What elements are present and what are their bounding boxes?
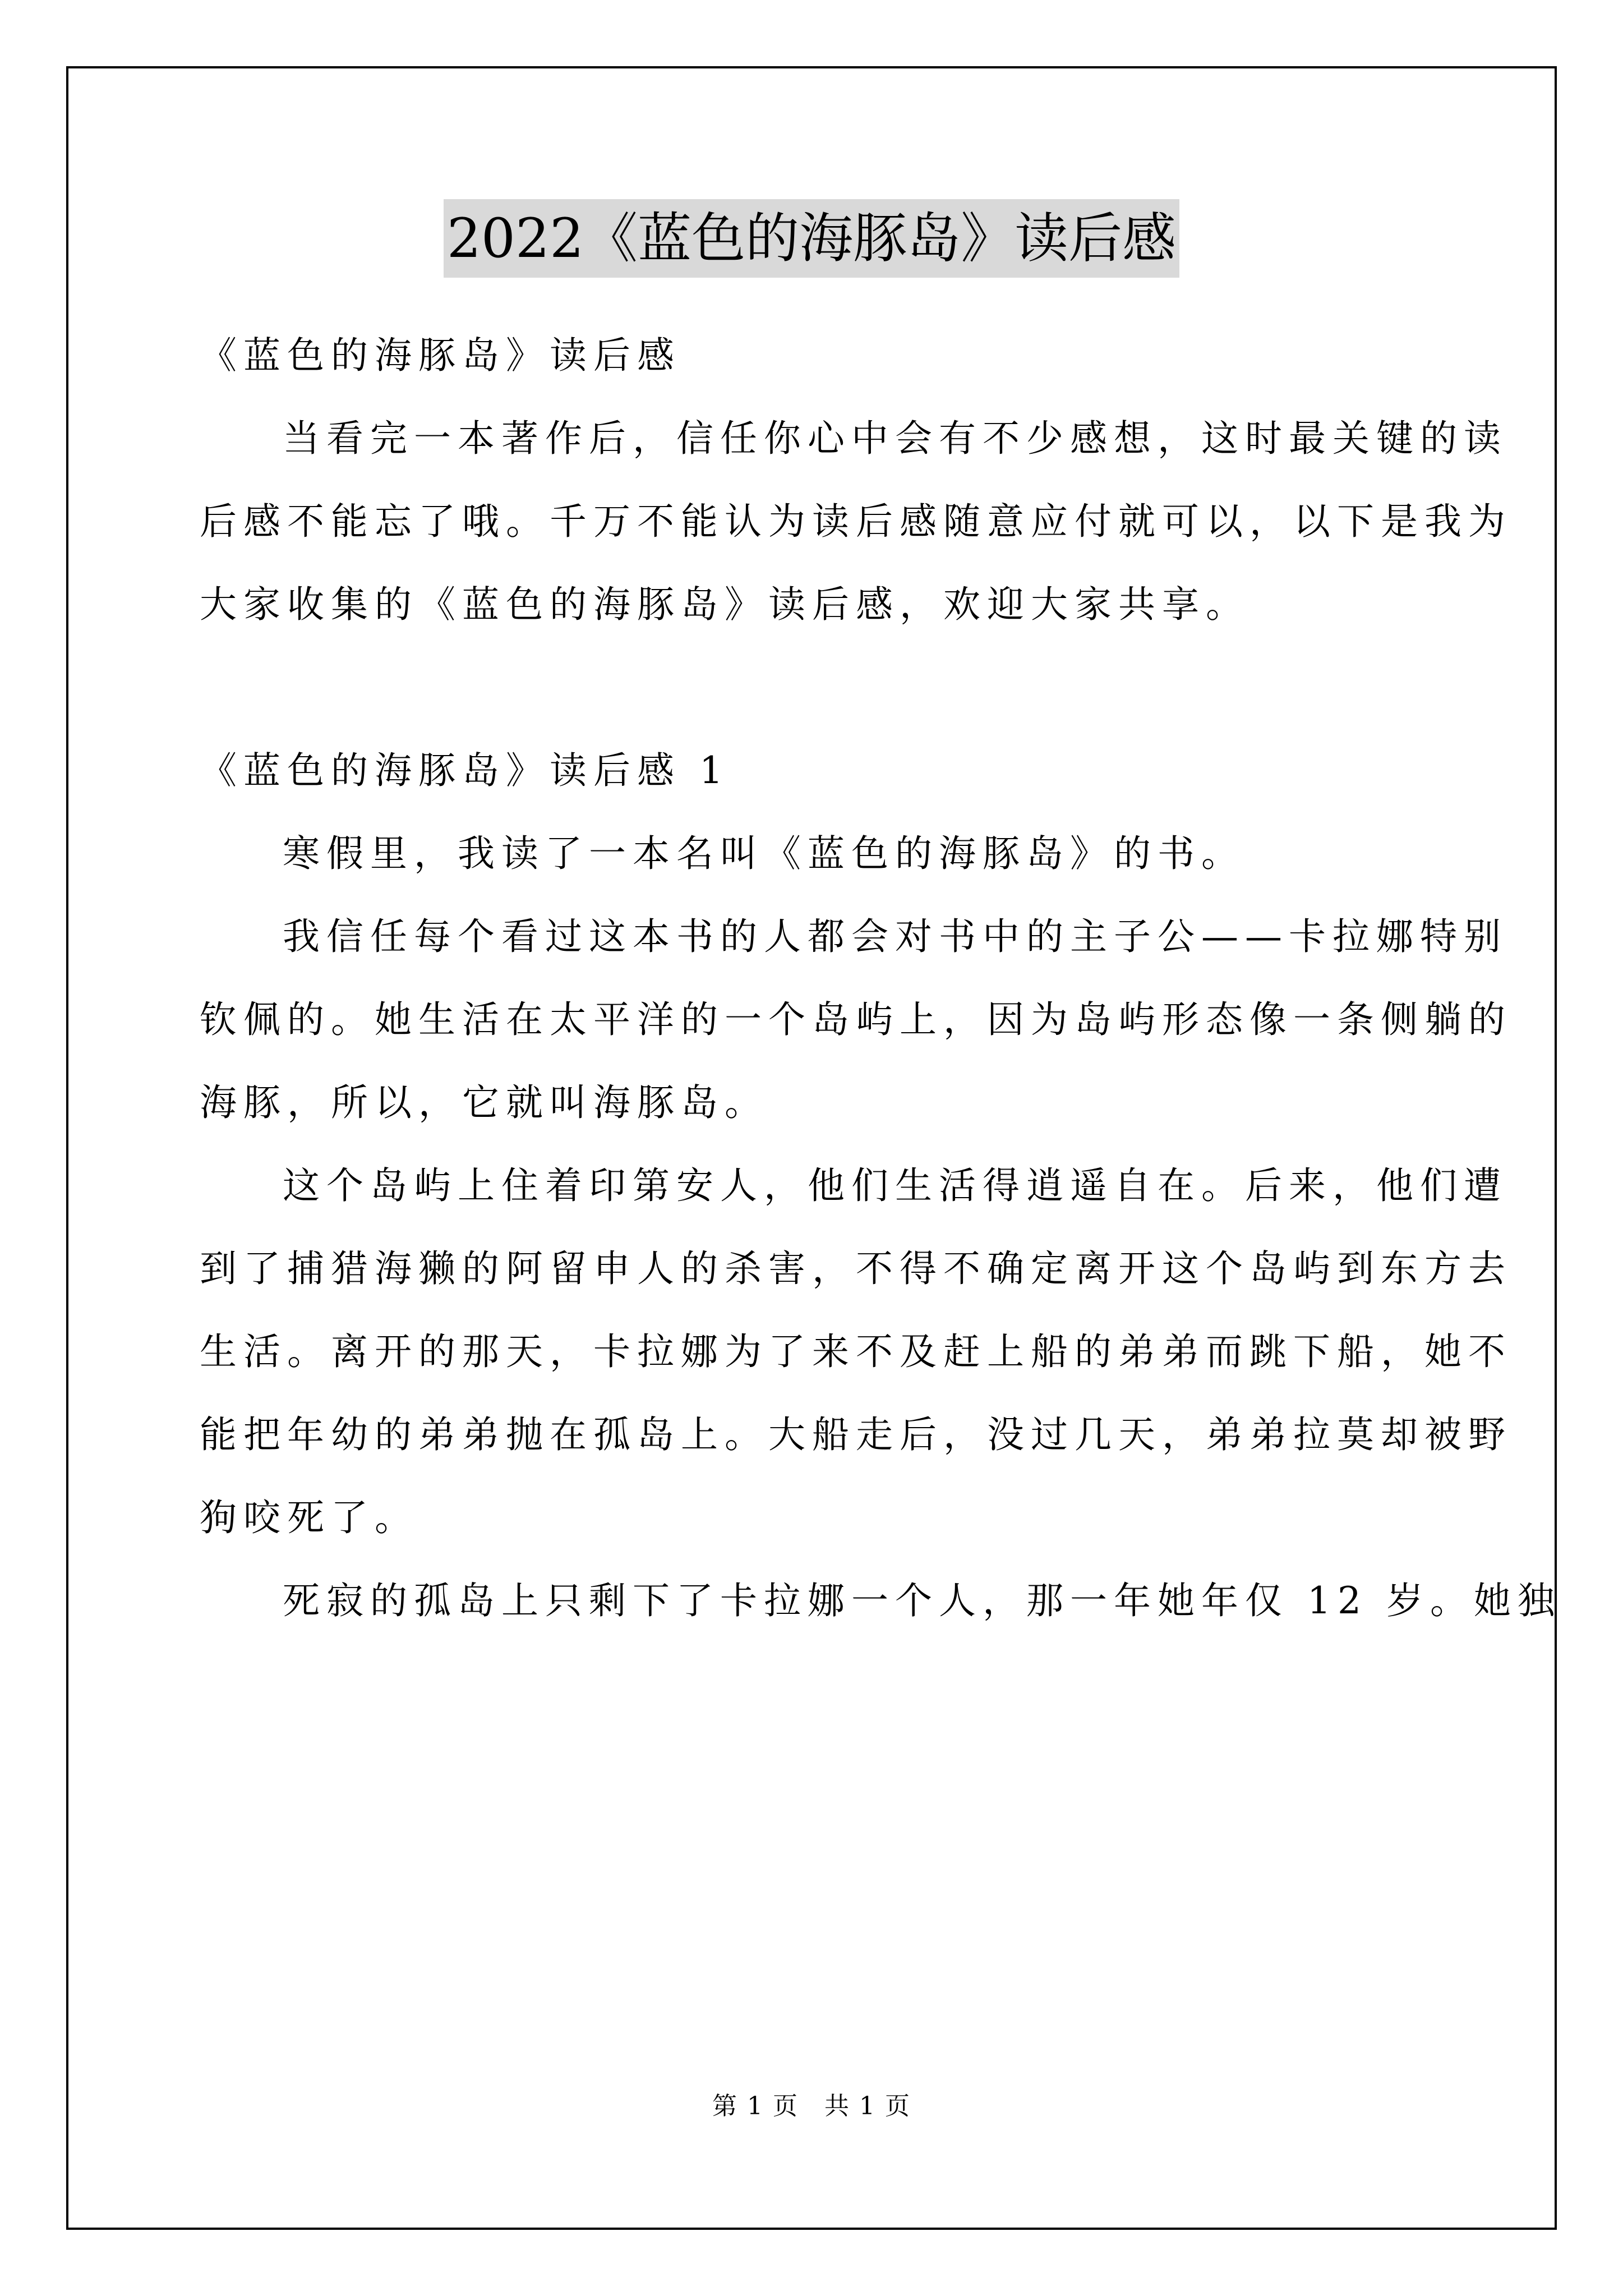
paragraph-line: 生活。离开的那天，卡拉娜为了来不及赶上船的弟弟而跳下船，她不 bbox=[200, 1330, 1512, 1373]
paragraph-line: 我信任每个看过这本书的人都会对书中的主子公——卡拉娜特别 bbox=[283, 915, 1507, 958]
paragraph-line: 能把年幼的弟弟抛在孤岛上。大船走后，没过几天，弟弟拉莫却被野 bbox=[200, 1413, 1512, 1456]
paragraph-line: 这个岛屿上住着印第安人，他们生活得逍遥自在。后来，他们遭 bbox=[283, 1164, 1507, 1207]
section-heading: 《蓝色的海豚岛》读后感 1 bbox=[200, 749, 730, 792]
page-footer: 第 1 页 共 1 页 bbox=[712, 2092, 911, 2120]
paragraph-line: 到了捕猎海獭的阿留申人的杀害，不得不确定离开这个岛屿到东方去 bbox=[200, 1247, 1512, 1290]
document-title: 2022《蓝色的海豚岛》读后感 bbox=[444, 199, 1179, 278]
document-body bbox=[200, 314, 1561, 1642]
blank-line bbox=[200, 646, 1427, 729]
section-heading: 《蓝色的海豚岛》读后感 bbox=[200, 334, 681, 377]
title-container bbox=[0, 199, 1623, 278]
paragraph-line: 钦佩的。她生活在太平洋的一个岛屿上，因为岛屿形态像一条侧躺的 bbox=[200, 998, 1512, 1041]
paragraph-line: 后感不能忘了哦。千万不能认为读后感随意应付就可以，以下是我为 bbox=[200, 500, 1512, 543]
paragraph-line: 死寂的孤岛上只剩下了卡拉娜一个人，那一年她年仅 12 岁。她独 bbox=[283, 1579, 1561, 1622]
paragraph-line: 狗咬死了。 bbox=[200, 1496, 418, 1539]
paragraph-line: 寒假里，我读了一本名叫《蓝色的海豚岛》的书。 bbox=[283, 832, 1245, 875]
paragraph-line: 海豚，所以，它就叫海豚岛。 bbox=[200, 1081, 768, 1124]
paragraph-line: 大家收集的《蓝色的海豚岛》读后感，欢迎大家共享。 bbox=[200, 583, 1249, 626]
paragraph-line: 当看完一本著作后，信任你心中会有不少感想，这时最关键的读 bbox=[283, 417, 1507, 460]
